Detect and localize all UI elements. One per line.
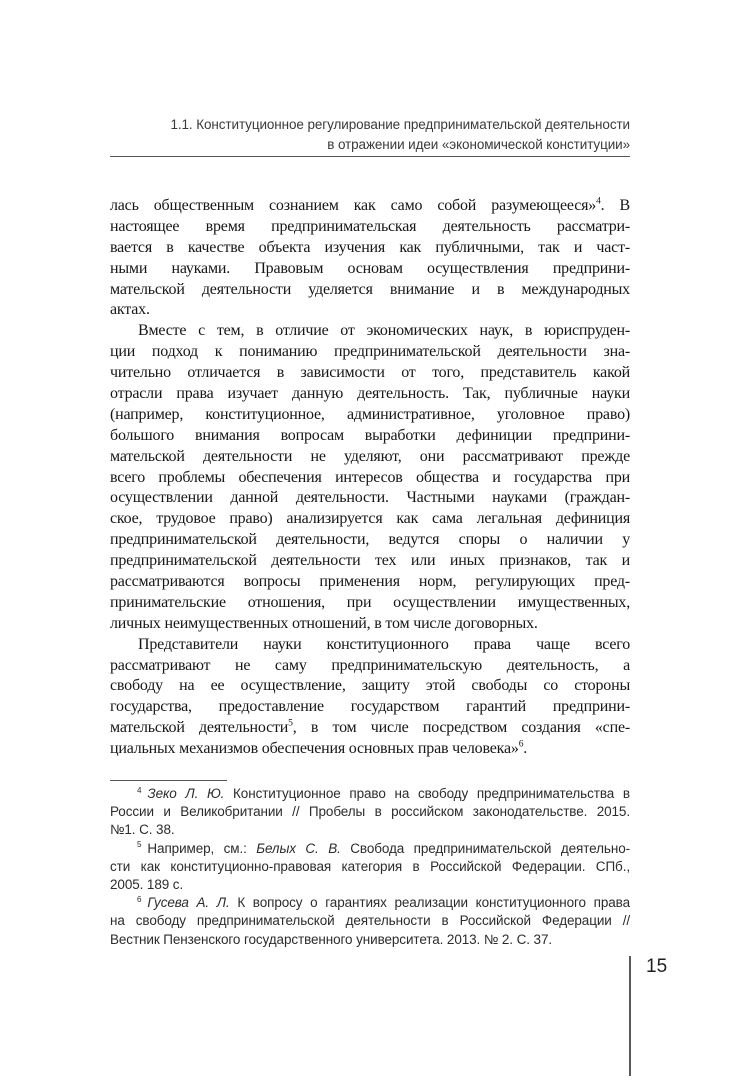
body-line: мательской деятельности не уделяют, они рассматривают прежде — [110, 447, 630, 465]
footnote-separator — [110, 780, 227, 781]
footnote-line: сти как конституционно-правовая категория в Российской Федерации. СПб., — [110, 858, 630, 874]
footnote-line: $^4$ Зеко Л. Ю. Конституционное право на свободу предпринимательства в — [137, 785, 630, 801]
body-line: рассматривают не саму предпринимательскую деятельность, а — [110, 656, 630, 674]
body-line: лась общественным сознанием как само собой разумеющееся»$^4$. В — [110, 196, 630, 214]
header-rule — [110, 156, 630, 157]
body-line: мательской деятельности$^5$, в том числе посредством создания «спе- — [110, 718, 630, 737]
body-line: личных неимущественных отношений, в том числе договорных. — [110, 614, 538, 632]
body-line: вается в качестве объекта изучения как публичными, так и част- — [110, 238, 630, 256]
margin-vertical-rule — [629, 956, 631, 1076]
footnote-line: $^5$ Например, см.: Белых С. В. Свобода предпринимательской деятельно- — [137, 840, 630, 856]
body-line: государства, предоставление государством гарантий предприни- — [110, 698, 630, 716]
chapter-header-line2: в отражении идеи «экономической конституции» — [327, 137, 630, 152]
body-line: (например, конституционное, административное, уголовное право) — [110, 405, 630, 423]
body-line: Представители науки конституционного права чаще всего — [138, 635, 630, 653]
body-line: всего проблемы обеспечения интересов общества и государства при — [110, 468, 630, 486]
body-line: актах. — [110, 301, 150, 319]
body-line: рассматриваются вопросы применения норм, регулирующих пред- — [110, 573, 630, 591]
body-line: циальных механизмов обеспечения основных прав человека»$^6$. — [110, 739, 528, 758]
body-line: осуществлении данной деятельности. Частными науками (граждан- — [110, 489, 630, 507]
page-number: 15 — [646, 956, 668, 977]
body-line: отрасли права изучает данную деятельность. Так, публичные науки — [110, 385, 630, 403]
chapter-header-line1: 1.1. Конституционное регулирование предпринимательской деятельности — [170, 117, 630, 132]
body-line: свободу на ее осуществление, защиту этой свободы со стороны — [110, 677, 630, 695]
body-line: предпринимательской деятельности, ведутся споры о наличии у — [110, 531, 630, 549]
footnote-line: на свободу предпринимательской деятельности в Российской Федерации // — [110, 913, 630, 929]
footnote-line: 2005. 189 с. — [110, 876, 184, 892]
body-line: ции подход к пониманию предпринимательской деятельности зна- — [110, 343, 630, 361]
footnotes — [110, 785, 630, 949]
body-line: мательской деятельности уделяется внимание и в международных — [110, 280, 630, 298]
chapter-header — [110, 115, 630, 155]
body-line: принимательские отношения, при осуществлении имущественных, — [110, 593, 630, 611]
body-text — [110, 196, 630, 760]
body-line: настоящее время предпринимательская деятельность рассматри- — [110, 217, 630, 235]
footnote-line: №1. С. 38. — [110, 822, 175, 838]
footnote-line: Вестник Пензенского государственного университета. 2013. № 2. С. 37. — [110, 931, 553, 947]
body-line: ными науками. Правовым основам осуществления предприни- — [110, 259, 630, 277]
body-line: предпринимательской деятельности тех или иных признаков, так и — [110, 552, 630, 570]
footnote-line: России и Великобритании // Пробелы в российском законодательстве. 2015. — [110, 804, 630, 820]
body-line: чительно отличается в зависимости от того, представитель какой — [110, 364, 630, 382]
footnote-line: $^6$ Гусева А. Л. К вопросу о гарантиях реализации конституционного права — [137, 894, 630, 911]
body-line: ское, трудовое право) анализируется как сама легальная дефиниция — [110, 510, 630, 528]
body-line: Вместе с тем, в отличие от экономических наук, в юриспруден- — [138, 322, 630, 340]
body-line: большого внимания вопросам выработки дефиниции предприни- — [110, 426, 630, 444]
